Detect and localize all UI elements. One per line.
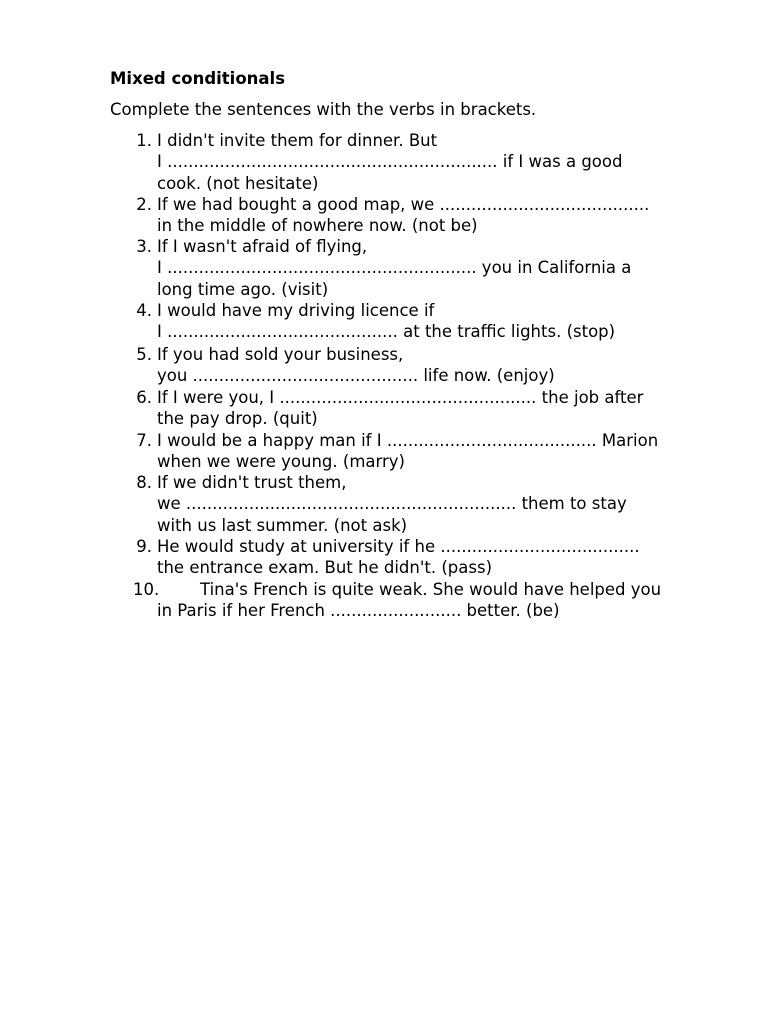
item-line: If I were you, I ................................................. the job after [157,388,644,407]
item-line: I ............................................ at the traffic lights. (stop) [157,322,616,342]
exercise-item-9 [110,536,730,579]
item-number: 1. [136,131,152,150]
item-line: If I wasn't afraid of flying, [157,237,368,256]
item-number: 4. [136,301,152,320]
item-line: we ............................................................... them to stay [157,494,627,514]
item-line: I didn't invite them for dinner. But [157,131,438,150]
item-number: 2. [136,195,152,214]
item-number: 6. [136,388,152,407]
item-line: with us last summer. (not ask) [157,515,408,535]
item-number: 10. [133,580,160,599]
item-line: long time ago. (visit) [157,279,329,299]
item-line: If we had bought a good map, we ........................................ [157,195,650,214]
exercise-item-3 [110,236,730,300]
item-number: 3. [136,237,152,256]
item-line: the pay drop. (quit) [157,409,318,429]
item-line: If you had sold your business, [157,345,404,364]
item-number: 9. [136,537,152,556]
exercise-item-6 [110,387,730,430]
exercise-item-1 [110,130,730,194]
worksheet-instruction: Complete the sentences with the verbs in brackets. [110,100,537,119]
exercise-item-2 [110,194,730,237]
exercise-item-8 [110,472,730,536]
item-line: I would be a happy man if I ........................................ Marion [157,431,659,450]
item-line: He would study at university if he ...................................... [157,537,640,556]
item-line: Tina's French is quite weak. She would have helped you [200,580,662,599]
item-number: 8. [136,473,152,492]
item-number: 5. [136,345,152,364]
exercise-item-5 [110,344,730,387]
exercise-item-7 [110,430,730,473]
item-line: the entrance exam. But he didn't. (pass) [157,558,493,578]
item-line: I ........................................................... you in California a [157,258,632,278]
item-line: cook. (not hesitate) [157,173,319,193]
item-line: in the middle of nowhere now. (not be) [157,216,478,236]
item-line: when we were young. (marry) [157,452,405,472]
item-line: I would have my driving licence if [157,301,435,320]
worksheet-title: Mixed conditionals [110,69,286,88]
exercise-item-4 [110,300,730,343]
exercise-item-10 [110,579,730,622]
item-line: you ........................................... life now. (enjoy) [157,366,555,386]
item-line: If we didn't trust them, [157,473,347,492]
item-number: 7. [136,431,152,450]
item-line: in Paris if her French ......................... better. (be) [157,601,560,621]
item-line: I ............................................................... if I was a good [157,152,623,172]
